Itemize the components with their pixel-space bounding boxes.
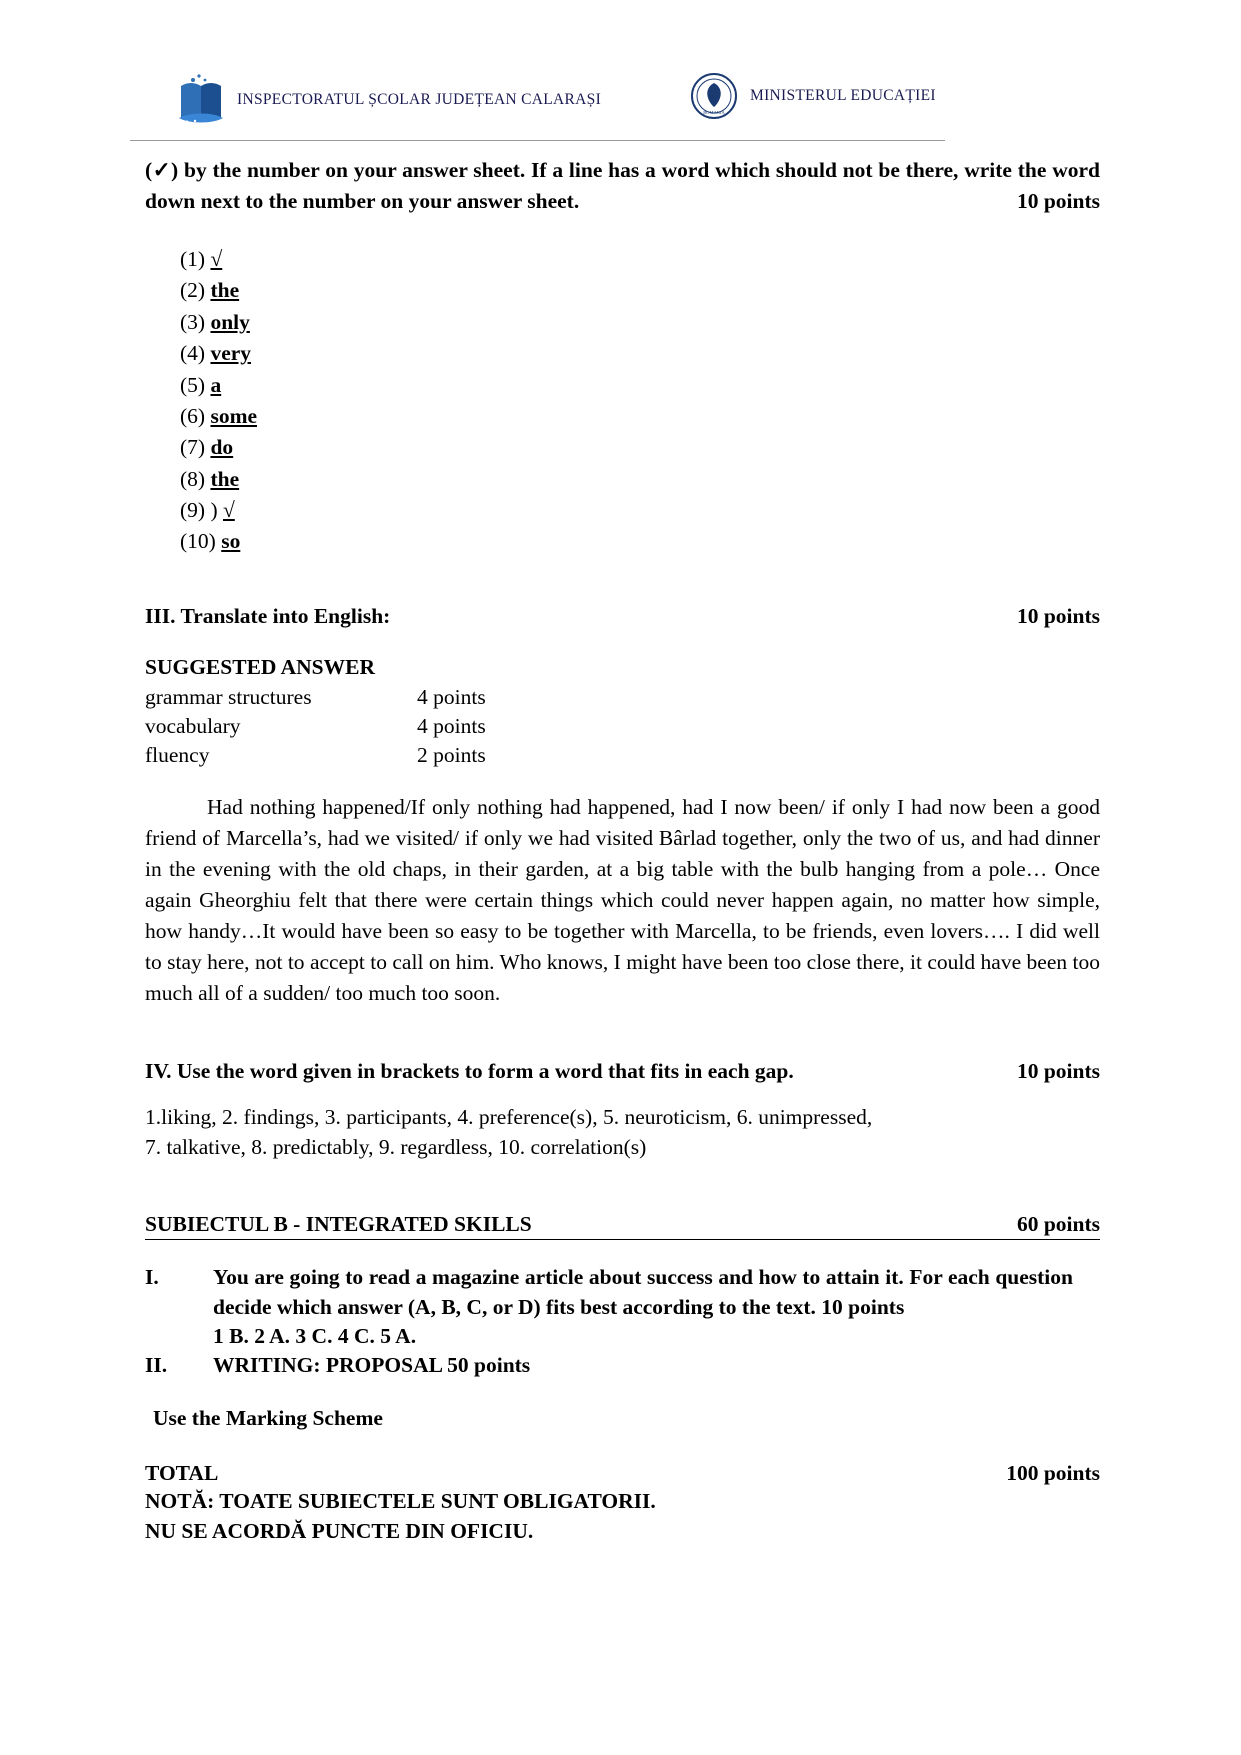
answer-value: √: [210, 247, 223, 272]
list-item: [180, 307, 1100, 338]
subiectul-b-item-ii: [145, 1353, 1100, 1378]
list-item: [180, 370, 1100, 401]
translation-paragraph: Had nothing happened/If only nothing had happened, had I now been/ if only I had now been a good friend of Marcella’s, had we visited/ if only we had visited Bârlad together, only the two of us, and had dinner in the evening with the old chaps, in their garden, at a big table with the bulb hanging from a pole… Once again Gheorghiu felt that there were certain things which could never happen again, no matter how simple, how handy…It would have been so easy to be together with Marcella, to be friends, even lovers…. I did well to stay here, not to accept to call on him. Who knows, I might have been too close there, it could have been too much all of a sudden/ too much too soon.: [145, 794, 1100, 1005]
criteria-name: vocabulary: [145, 713, 241, 738]
section-iv-answers-line1: 1.liking, 2. findings, 3. participants, 4. preference(s), 5. neuroticism, 6. unimpressed,: [145, 1104, 873, 1129]
answer-value: so: [221, 529, 241, 554]
item-ii-text: WRITING: PROPOSAL 50 points: [213, 1352, 531, 1377]
criteria-points: 4 points: [417, 713, 486, 738]
answer-number: (7): [180, 435, 206, 460]
list-item: [180, 464, 1100, 495]
criteria-name: grammar structures: [145, 684, 312, 709]
section-iii-points: 10 points: [1016, 603, 1100, 628]
list-item: [180, 495, 1100, 526]
answer-number: (5): [180, 372, 206, 397]
document-header: [145, 72, 1095, 138]
criteria-points: 4 points: [417, 684, 486, 709]
list-item: [180, 275, 1100, 306]
note-line-1: NOTĂ: TOATE SUBIECTELE SUNT OBLIGATORII.: [145, 1488, 656, 1513]
item-i-roman: I.: [145, 1264, 159, 1289]
answer-number: (9) ): [180, 498, 218, 523]
answer-value: the: [210, 278, 240, 303]
item-ii-roman: II.: [145, 1352, 168, 1377]
header-left-org: [175, 72, 601, 128]
suggested-answer-label: SUGGESTED ANSWER: [145, 654, 376, 679]
answer-value: √: [222, 498, 235, 523]
list-item: [180, 244, 1100, 275]
svg-text:ROMANIA: ROMANIA: [703, 110, 725, 115]
list-item: [180, 526, 1100, 557]
section-iv-answers-line2: 7. talkative, 8. predictably, 9. regardless, 10. correlation(s): [145, 1134, 647, 1159]
table-row: [145, 741, 1100, 770]
answer-number: (4): [180, 341, 206, 366]
subiectul-b-item-i: [145, 1262, 1100, 1322]
total-points: 100 points: [1006, 1460, 1100, 1485]
total-row: [145, 1461, 1100, 1486]
header-right-org: [690, 72, 936, 120]
section-iii-heading: [145, 604, 1100, 629]
subiectul-b-heading: [145, 1212, 1100, 1240]
section-iv-answers: [145, 1102, 1100, 1162]
section-iv-points: 10 points: [1016, 1058, 1100, 1083]
header-right-org-label: MINISTERUL EDUCAȚIEI: [750, 87, 936, 104]
criteria-name: fluency: [145, 742, 210, 767]
item-i-text: You are going to read a magazine article about success and how to attain it. For each question decide which answer (A, B, C, or D) fits best according to the text. 10 points: [213, 1264, 1073, 1319]
section-iv-heading: [145, 1059, 1100, 1084]
table-row: [145, 683, 1100, 712]
answer-value: the: [210, 466, 240, 491]
section-iii-title: III. Translate into English:: [145, 603, 391, 628]
criteria-table: [145, 683, 1100, 770]
answer-value: very: [210, 341, 252, 366]
book-wave-logo-icon: [175, 72, 227, 128]
total-label: TOTAL: [145, 1460, 219, 1485]
answer-number: (8): [180, 466, 206, 491]
section-iv-title: IV. Use the word given in brackets to form a word that fits in each gap.: [145, 1058, 794, 1083]
list-item: [180, 432, 1100, 463]
intro-instruction-text: (✓) by the number on your answer sheet. If a line has a word which should not be there, write the word down next to the number on your answer sheet.: [145, 158, 1100, 213]
note-line-2: NU SE ACORDĂ PUNCTE DIN OFICIU.: [145, 1518, 534, 1543]
answer-list: [180, 244, 1100, 558]
intro-instruction: [145, 155, 1100, 216]
answer-number: (1): [180, 247, 206, 272]
intro-points: 10 points: [1016, 188, 1100, 213]
list-item: [180, 338, 1100, 369]
list-item: [180, 401, 1100, 432]
answer-value: only: [210, 309, 250, 334]
item-i-answers: 1 B. 2 A. 3 C. 4 C. 5 A.: [213, 1323, 417, 1348]
answer-number: (2): [180, 278, 206, 303]
subiectul-b-points: 60 points: [1016, 1211, 1100, 1236]
answer-number: (6): [180, 403, 206, 428]
romanian-coat-of-arms-icon: [690, 72, 738, 120]
answer-value: some: [210, 403, 258, 428]
header-left-org-label: INSPECTORATUL ȘCOLAR JUDEȚEAN CALARAȘI: [237, 91, 602, 108]
header-divider: [130, 140, 945, 141]
marking-scheme-note: Use the Marking Scheme: [153, 1405, 383, 1430]
answer-value: do: [210, 435, 234, 460]
table-row: [145, 712, 1100, 741]
criteria-points: 2 points: [417, 742, 486, 767]
answer-value: a: [210, 372, 222, 397]
answer-number: (10): [180, 529, 216, 554]
subiectul-b-title: SUBIECTUL B - INTEGRATED SKILLS: [145, 1211, 532, 1236]
document-content: [145, 155, 1100, 1546]
answer-number: (3): [180, 309, 206, 334]
